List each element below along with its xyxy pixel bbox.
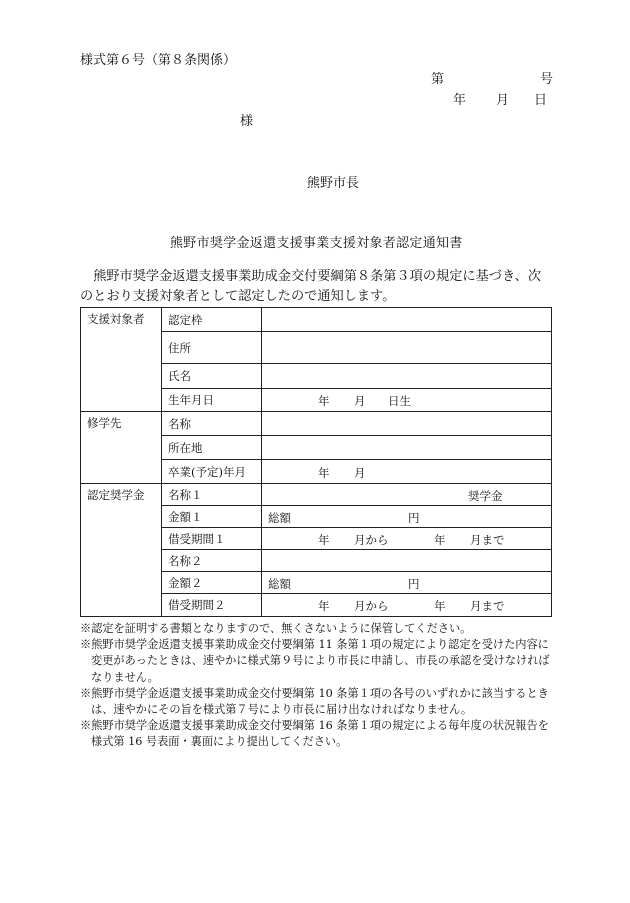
label-amount1: 金額１: [162, 506, 262, 528]
value-name1[interactable]: [262, 484, 552, 506]
value-name2[interactable]: [262, 550, 552, 572]
form-number: 様式第６号（第８条関係）: [80, 53, 237, 68]
value-amount2[interactable]: [262, 572, 552, 594]
grad-month-label: 月: [354, 465, 366, 480]
value-cert-frame[interactable]: [262, 308, 552, 332]
value-address[interactable]: [262, 332, 552, 364]
period1-to-month: 月まで: [470, 533, 505, 547]
group-school: 修学先: [81, 412, 162, 484]
label-name2: 名称２: [162, 550, 262, 572]
note-item: ※熊野市奨学金返還支援事業助成金交付要綱第 10 条第１項の各号のいずれかに該当するときは、速やかにその旨を様式第７号により市長に届け出なければなりません。: [80, 686, 549, 717]
note-item: ※認定を証明する書類となりますので、無くさないように保管してください。: [80, 622, 472, 635]
certification-table: [80, 307, 552, 617]
label-period1: 借受期間１: [162, 528, 262, 550]
label-cert-frame: 認定枠: [162, 308, 262, 332]
value-graduation[interactable]: [262, 460, 552, 484]
period1-to-year: 年: [434, 533, 446, 547]
group-scholarship: 認定奨学金: [81, 484, 162, 617]
body-text: [80, 267, 552, 307]
label-name: 氏名: [162, 364, 262, 389]
period2-to-month: 月まで: [470, 599, 505, 613]
group-applicant: 支援対象者: [81, 308, 162, 412]
number-prefix: 第: [431, 72, 445, 87]
label-name1: 名称１: [162, 484, 262, 506]
amount1-yen-label: 円: [408, 511, 420, 525]
issuer: 熊野市長: [307, 176, 360, 191]
label-amount2: 金額２: [162, 572, 262, 594]
amount2-yen-label: 円: [408, 577, 420, 591]
period2-from-month: 月から: [354, 599, 389, 613]
date-year-label: 年: [453, 93, 467, 108]
notes: [80, 621, 554, 751]
period1-from-month: 月から: [354, 533, 389, 547]
date-month-label: 月: [496, 93, 510, 108]
label-graduation: 卒業(予定)年月: [162, 460, 262, 484]
label-period2: 借受期間２: [162, 594, 262, 617]
birth-year-label: 年: [318, 394, 330, 408]
birth-day-label: 日生: [388, 394, 411, 408]
document-title: 熊野市奨学金返還支援事業支援対象者認定通知書: [170, 236, 463, 251]
period1-from-year: 年: [318, 533, 330, 547]
body-sentence: 熊野市奨学金返還支援事業助成金交付要綱第８条第３項の規定に基づき、次のとおり支援対象者として認定したので通知します。: [80, 269, 542, 304]
value-school-location[interactable]: [262, 436, 552, 460]
value-birthdate[interactable]: [262, 389, 552, 412]
date-day-label: 日: [534, 93, 548, 108]
label-address: 住所: [162, 332, 262, 364]
value-school-name[interactable]: [262, 412, 552, 436]
note-item: ※熊野市奨学金返還支援事業助成金交付要綱第 16 条第１項の規定による毎年度の状況報告を様式第 16 号表面・裏面により提出してください。: [80, 719, 549, 749]
label-school-location: 所在地: [162, 436, 262, 460]
value-name[interactable]: [262, 364, 552, 389]
value-period2[interactable]: [262, 594, 552, 617]
value-amount1[interactable]: [262, 506, 552, 528]
number-suffix: 号: [540, 72, 554, 87]
amount2-total-label: 総額: [268, 577, 291, 591]
addressee-suffix: 様: [240, 114, 254, 129]
value-period1[interactable]: [262, 528, 552, 550]
grad-year-label: 年: [318, 465, 330, 480]
amount1-total-label: 総額: [268, 511, 291, 525]
scholarship1-suffix: 奨学金: [468, 489, 503, 503]
label-school-name: 名称: [162, 412, 262, 436]
birth-month-label: 月: [354, 394, 366, 408]
label-birthdate: 生年月日: [162, 389, 262, 412]
note-item: ※熊野市奨学金返還支援事業助成金交付要綱第 11 条第１項の規定により認定を受けた内容に変更があったときは、速やかに様式第９号により市長に申請し、市長の承認を受けなければなりません。: [80, 638, 550, 684]
period2-to-year: 年: [434, 599, 446, 613]
period2-from-year: 年: [318, 599, 330, 613]
